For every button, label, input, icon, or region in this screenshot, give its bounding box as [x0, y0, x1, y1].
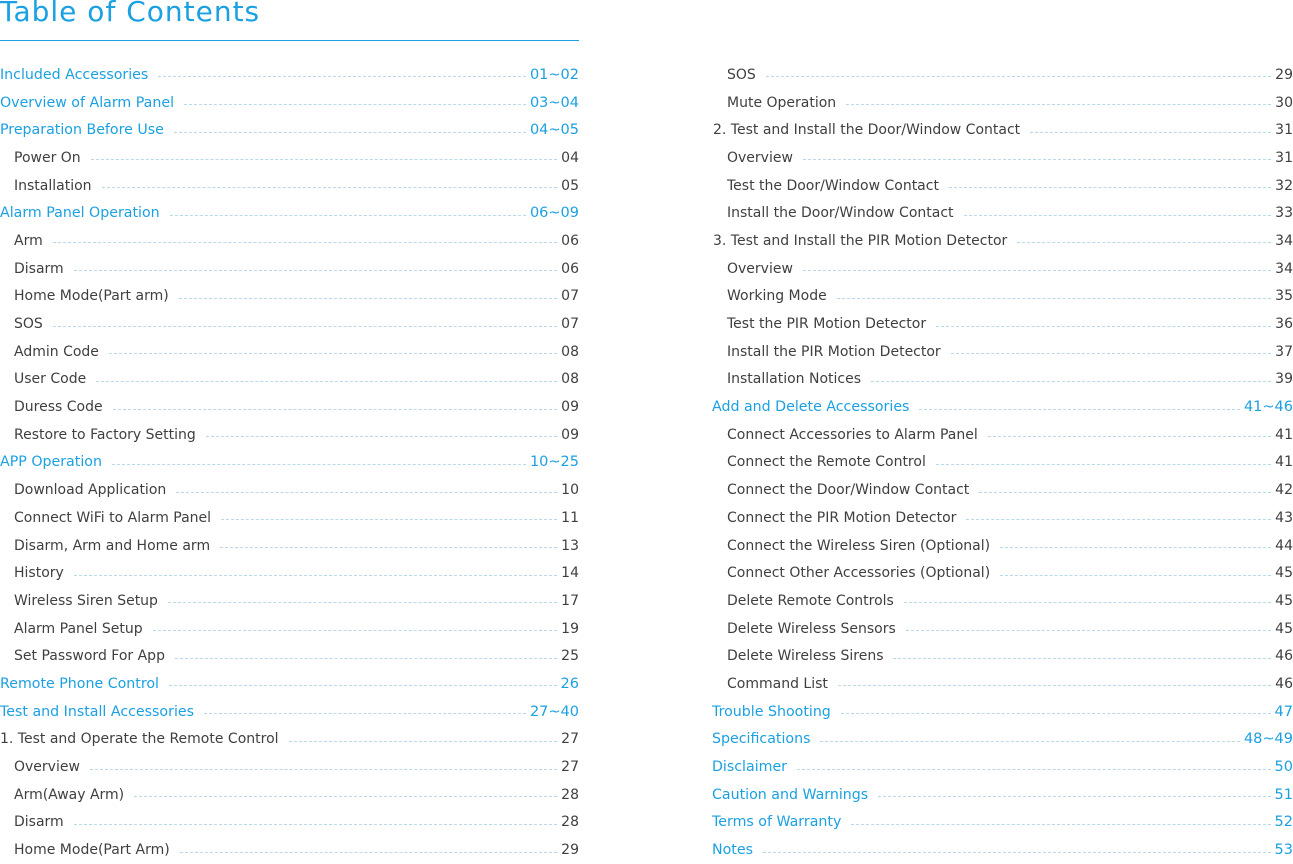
- toc-entry-label: Connect Other Accessories (Optional): [727, 565, 991, 582]
- dotted-leader: [90, 769, 557, 770]
- toc-entry-page-number: 43: [1275, 509, 1293, 526]
- toc-left-column: [0, 61, 579, 864]
- dotted-leader: [169, 685, 557, 686]
- toc-entry-page-number: 06: [561, 260, 579, 277]
- toc-entry[interactable]: [0, 670, 579, 698]
- toc-entry[interactable]: [0, 726, 579, 754]
- dotted-leader: [803, 159, 1271, 160]
- toc-entry[interactable]: [0, 366, 579, 394]
- toc-entry[interactable]: [712, 559, 1293, 587]
- toc-entry-label: Overview: [727, 260, 793, 277]
- toc-entry-label: User Code: [14, 371, 87, 388]
- toc-entry[interactable]: [0, 587, 579, 615]
- toc-entry-page-number: 01~02: [529, 66, 579, 83]
- dotted-leader: [820, 741, 1239, 742]
- toc-entry-page-number: 47: [1274, 703, 1293, 720]
- toc-entry-label: Delete Wireless Sirens: [727, 648, 884, 665]
- toc-entry-label: Duress Code: [14, 399, 103, 416]
- toc-entry-label: Admin Code: [14, 343, 99, 360]
- toc-entry-label: Install the Door/Window Contact: [727, 205, 954, 222]
- dotted-leader: [893, 658, 1271, 659]
- toc-entry[interactable]: [0, 504, 579, 532]
- toc-entry-label: Add and Delete Accessories: [712, 399, 910, 416]
- toc-entry[interactable]: [0, 89, 579, 117]
- title-divider: [0, 40, 579, 41]
- toc-entry-label: SOS: [14, 316, 43, 333]
- toc-entry[interactable]: [0, 781, 579, 809]
- toc-entry-label: Command List: [727, 675, 828, 692]
- toc-entry[interactable]: [712, 227, 1293, 255]
- toc-entry-page-number: 13: [561, 537, 579, 554]
- toc-entry[interactable]: [712, 698, 1293, 726]
- toc-entry-label: 3. Test and Install the PIR Motion Detector: [713, 232, 1008, 249]
- toc-entry-label: Remote Phone Control: [0, 675, 159, 692]
- dotted-leader: [851, 824, 1270, 825]
- toc-entry-label: Caution and Warnings: [712, 786, 869, 803]
- toc-entry-label: Set Password For App: [14, 648, 165, 665]
- toc-entry[interactable]: [712, 61, 1293, 89]
- dotted-leader: [170, 215, 526, 216]
- toc-entry[interactable]: [0, 753, 579, 781]
- toc-entry-label: Connect Accessories to Alarm Panel: [727, 426, 978, 443]
- toc-entry[interactable]: [0, 116, 579, 144]
- toc-entry-label: Overview: [14, 759, 80, 776]
- toc-entry-label: Arm(Away Arm): [14, 786, 125, 803]
- toc-entry[interactable]: [0, 199, 579, 227]
- toc-entry-label: History: [14, 565, 64, 582]
- toc-entry-label: Arm: [14, 232, 43, 249]
- toc-entry[interactable]: [0, 449, 579, 477]
- toc-entry-page-number: 27~40: [529, 703, 579, 720]
- toc-entry-label: Installation Notices: [727, 371, 862, 388]
- toc-entry[interactable]: [0, 642, 579, 670]
- toc-entry-page-number: 09: [561, 399, 579, 416]
- toc-entry-page-number: 46: [1275, 648, 1293, 665]
- toc-entry[interactable]: [712, 642, 1293, 670]
- toc-entry[interactable]: [0, 809, 579, 837]
- toc-entry[interactable]: [0, 421, 579, 449]
- toc-entry-label: Specifications: [712, 731, 811, 748]
- toc-entry[interactable]: [712, 504, 1293, 532]
- toc-entry[interactable]: [712, 283, 1293, 311]
- toc-right-column: [712, 61, 1293, 864]
- toc-entry-label: Wireless Siren Setup: [14, 592, 158, 609]
- dotted-leader: [134, 796, 557, 797]
- dotted-leader: [206, 436, 557, 437]
- toc-entry[interactable]: [712, 532, 1293, 560]
- toc-entry[interactable]: [0, 698, 579, 726]
- dotted-leader: [988, 436, 1271, 437]
- dotted-leader: [964, 215, 1272, 216]
- dotted-leader: [906, 630, 1271, 631]
- toc-entry[interactable]: [712, 116, 1293, 144]
- toc-entry[interactable]: [712, 199, 1293, 227]
- dotted-leader: [109, 353, 557, 354]
- toc-entry[interactable]: [712, 393, 1293, 421]
- toc-entry-page-number: 53: [1274, 842, 1293, 859]
- toc-entry[interactable]: [0, 172, 579, 200]
- toc-entry-label: Home Mode(Part arm): [14, 288, 169, 305]
- toc-entry-label: Mute Operation: [727, 94, 837, 111]
- toc-entry-label: Preparation Before Use: [0, 122, 164, 139]
- toc-entry[interactable]: [712, 615, 1293, 643]
- toc-entry[interactable]: [0, 283, 579, 311]
- dotted-leader: [168, 602, 557, 603]
- toc-entry-page-number: 06: [561, 232, 579, 249]
- dotted-leader: [763, 852, 1271, 853]
- dotted-leader: [74, 575, 557, 576]
- dotted-leader: [153, 630, 558, 631]
- toc-entry-label: Overview of Alarm Panel: [0, 94, 175, 111]
- dotted-leader: [797, 769, 1271, 770]
- toc-entry-page-number: 10~25: [529, 454, 579, 471]
- toc-entry-page-number: 51: [1274, 786, 1293, 803]
- toc-entry-label: Trouble Shooting: [712, 703, 831, 720]
- toc-entry-page-number: 28: [561, 786, 579, 803]
- page-title: Table of Contents: [0, 0, 261, 28]
- toc-entry[interactable]: [712, 781, 1293, 809]
- toc-entry[interactable]: [712, 449, 1293, 477]
- dotted-leader: [53, 242, 557, 243]
- toc-entry-label: Connect the Wireless Siren (Optional): [727, 537, 991, 554]
- toc-entry[interactable]: [712, 144, 1293, 172]
- dotted-leader: [174, 132, 526, 133]
- toc-entry-page-number: 36: [1275, 316, 1293, 333]
- toc-entry-label: Restore to Factory Setting: [14, 426, 196, 443]
- toc-entry-page-number: 04~05: [529, 122, 579, 139]
- toc-entry[interactable]: [0, 227, 579, 255]
- dotted-leader: [838, 685, 1271, 686]
- toc-entry-page-number: 07: [561, 316, 579, 333]
- toc-entry[interactable]: [0, 61, 579, 89]
- toc-entry-page-number: 34: [1275, 260, 1293, 277]
- toc-entry-page-number: 27: [561, 731, 579, 748]
- toc-entry-page-number: 34: [1275, 232, 1293, 249]
- toc-entry-page-number: 29: [1275, 66, 1293, 83]
- dotted-leader: [936, 326, 1271, 327]
- toc-entry[interactable]: [712, 587, 1293, 615]
- dotted-leader: [204, 713, 526, 714]
- toc-entry-label: Disarm, Arm and Home arm: [14, 537, 211, 554]
- toc-entry-page-number: 30: [1275, 94, 1293, 111]
- dotted-leader: [53, 326, 557, 327]
- dotted-leader: [96, 381, 557, 382]
- toc-entry-page-number: 48~49: [1243, 731, 1293, 748]
- toc-entry[interactable]: [712, 476, 1293, 504]
- toc-entry-label: Terms of Warranty: [712, 814, 842, 831]
- toc-entry[interactable]: [712, 172, 1293, 200]
- toc-entry[interactable]: [712, 836, 1293, 864]
- toc-entry-page-number: 33: [1275, 205, 1293, 222]
- toc-entry[interactable]: [712, 670, 1293, 698]
- dotted-leader: [904, 602, 1271, 603]
- toc-entry-label: APP Operation: [0, 454, 102, 471]
- toc-entry-label: Install the PIR Motion Detector: [727, 343, 941, 360]
- toc-entry[interactable]: [0, 559, 579, 587]
- toc-entry-label: Home Mode(Part Arm): [14, 842, 170, 859]
- dotted-leader: [837, 298, 1271, 299]
- toc-entry-page-number: 10: [561, 482, 579, 499]
- dotted-leader: [919, 409, 1239, 410]
- dotted-leader: [766, 76, 1271, 77]
- toc-entry-page-number: 44: [1275, 537, 1293, 554]
- dotted-leader: [1030, 132, 1271, 133]
- toc-entry-page-number: 17: [561, 592, 579, 609]
- toc-entry-label: 1. Test and Operate the Remote Control: [0, 731, 279, 748]
- toc-entry-page-number: 31: [1275, 149, 1293, 166]
- toc-entry-page-number: 08: [561, 371, 579, 388]
- toc-entry-page-number: 04: [561, 149, 579, 166]
- toc-entry-page-number: 42: [1275, 482, 1293, 499]
- toc-entry[interactable]: [0, 338, 579, 366]
- dotted-leader: [113, 409, 558, 410]
- dotted-leader: [803, 270, 1271, 271]
- dotted-leader: [74, 270, 557, 271]
- toc-entry-page-number: 35: [1275, 288, 1293, 305]
- toc-entry[interactable]: [712, 338, 1293, 366]
- dotted-leader: [1017, 242, 1271, 243]
- toc-entry-page-number: 25: [561, 648, 579, 665]
- dotted-leader: [112, 464, 526, 465]
- toc-entry-page-number: 37: [1275, 343, 1293, 360]
- toc-entry-label: Included Accessories: [0, 66, 149, 83]
- toc-entry-page-number: 41~46: [1243, 399, 1293, 416]
- dotted-leader: [936, 464, 1271, 465]
- dotted-leader: [102, 187, 558, 188]
- dotted-leader: [220, 547, 557, 548]
- toc-entry-label: Test and Install Accessories: [0, 703, 195, 720]
- toc-entry-label: Test the Door/Window Contact: [727, 177, 939, 194]
- toc-entry[interactable]: [0, 836, 579, 864]
- dotted-leader: [1000, 575, 1271, 576]
- toc-entry-page-number: 19: [561, 620, 579, 637]
- toc-entry-page-number: 45: [1275, 565, 1293, 582]
- toc-entry-page-number: 31: [1275, 122, 1293, 139]
- toc-entry-page-number: 03~04: [529, 94, 579, 111]
- toc-entry[interactable]: [712, 726, 1293, 754]
- toc-entry-page-number: 07: [561, 288, 579, 305]
- toc-entry-label: Alarm Panel Setup: [14, 620, 143, 637]
- toc-entry-page-number: 46: [1275, 675, 1293, 692]
- toc-entry-label: Working Mode: [727, 288, 827, 305]
- dotted-leader: [184, 104, 526, 105]
- toc-entry-label: Disarm: [14, 814, 64, 831]
- toc-entry-label: Disarm: [14, 260, 64, 277]
- dotted-leader: [871, 381, 1271, 382]
- toc-entry[interactable]: [712, 89, 1293, 117]
- toc-entry[interactable]: [0, 476, 579, 504]
- toc-entry-label: 2. Test and Install the Door/Window Contact: [713, 122, 1021, 139]
- toc-entry-page-number: 09: [561, 426, 579, 443]
- toc-entry-label: Disclaimer: [712, 759, 788, 776]
- toc-entry-page-number: 28: [561, 814, 579, 831]
- toc-entry-page-number: 11: [561, 509, 579, 526]
- toc-entry[interactable]: [0, 144, 579, 172]
- dotted-leader: [74, 824, 557, 825]
- dotted-leader: [179, 298, 557, 299]
- toc-entry-label: Connect WiFi to Alarm Panel: [14, 509, 212, 526]
- dotted-leader: [979, 492, 1271, 493]
- toc-entry-page-number: 06~09: [529, 205, 579, 222]
- toc-entry[interactable]: [712, 421, 1293, 449]
- toc-entry-page-number: 29: [561, 842, 579, 859]
- dotted-leader: [1000, 547, 1271, 548]
- dotted-leader: [221, 519, 557, 520]
- toc-entry-label: Delete Remote Controls: [727, 592, 894, 609]
- toc-entry-label: Connect the PIR Motion Detector: [727, 509, 957, 526]
- dotted-leader: [289, 741, 558, 742]
- toc-entry[interactable]: [712, 809, 1293, 837]
- toc-entry[interactable]: [0, 310, 579, 338]
- toc-entry-label: Alarm Panel Operation: [0, 205, 160, 222]
- dotted-leader: [951, 353, 1271, 354]
- toc-entry[interactable]: [0, 255, 579, 283]
- dotted-leader: [878, 796, 1270, 797]
- toc-entry-page-number: 50: [1274, 759, 1293, 776]
- dotted-leader: [841, 713, 1271, 714]
- toc-entry-page-number: 08: [561, 343, 579, 360]
- toc-entry-label: Download Application: [14, 482, 167, 499]
- toc-entry-label: Test the PIR Motion Detector: [727, 316, 927, 333]
- dotted-leader: [180, 852, 557, 853]
- dotted-leader: [175, 658, 557, 659]
- toc-entry-page-number: 27: [561, 759, 579, 776]
- toc-entry[interactable]: [712, 753, 1293, 781]
- toc-entry-page-number: 52: [1274, 814, 1293, 831]
- toc-entry-page-number: 41: [1275, 454, 1293, 471]
- dotted-leader: [949, 187, 1271, 188]
- toc-entry-page-number: 26: [560, 675, 579, 692]
- toc-entry-page-number: 45: [1275, 592, 1293, 609]
- toc-entry-label: Overview: [727, 149, 793, 166]
- toc-entry-page-number: 45: [1275, 620, 1293, 637]
- toc-entry-label: Notes: [712, 842, 753, 859]
- toc-entry[interactable]: [0, 532, 579, 560]
- dotted-leader: [846, 104, 1271, 105]
- toc-entry-label: Connect the Door/Window Contact: [727, 482, 970, 499]
- toc-entry-label: Connect the Remote Control: [727, 454, 926, 471]
- toc-entry-label: SOS: [727, 66, 756, 83]
- toc-entry-page-number: 32: [1275, 177, 1293, 194]
- toc-entry[interactable]: [0, 393, 579, 421]
- toc-entry-label: Power On: [14, 149, 81, 166]
- toc-entry[interactable]: [0, 615, 579, 643]
- toc-entry-page-number: 14: [561, 565, 579, 582]
- toc-entry-page-number: 41: [1275, 426, 1293, 443]
- dotted-leader: [91, 159, 558, 160]
- toc-entry-label: Installation: [14, 177, 92, 194]
- toc-entry-page-number: 05: [561, 177, 579, 194]
- dotted-leader: [966, 519, 1271, 520]
- toc-entry[interactable]: [712, 366, 1293, 394]
- dotted-leader: [158, 76, 526, 77]
- dotted-leader: [176, 492, 557, 493]
- toc-entry-label: Delete Wireless Sensors: [727, 620, 896, 637]
- toc-entry-page-number: 39: [1275, 371, 1293, 388]
- toc-entry[interactable]: [712, 310, 1293, 338]
- toc-entry[interactable]: [712, 255, 1293, 283]
